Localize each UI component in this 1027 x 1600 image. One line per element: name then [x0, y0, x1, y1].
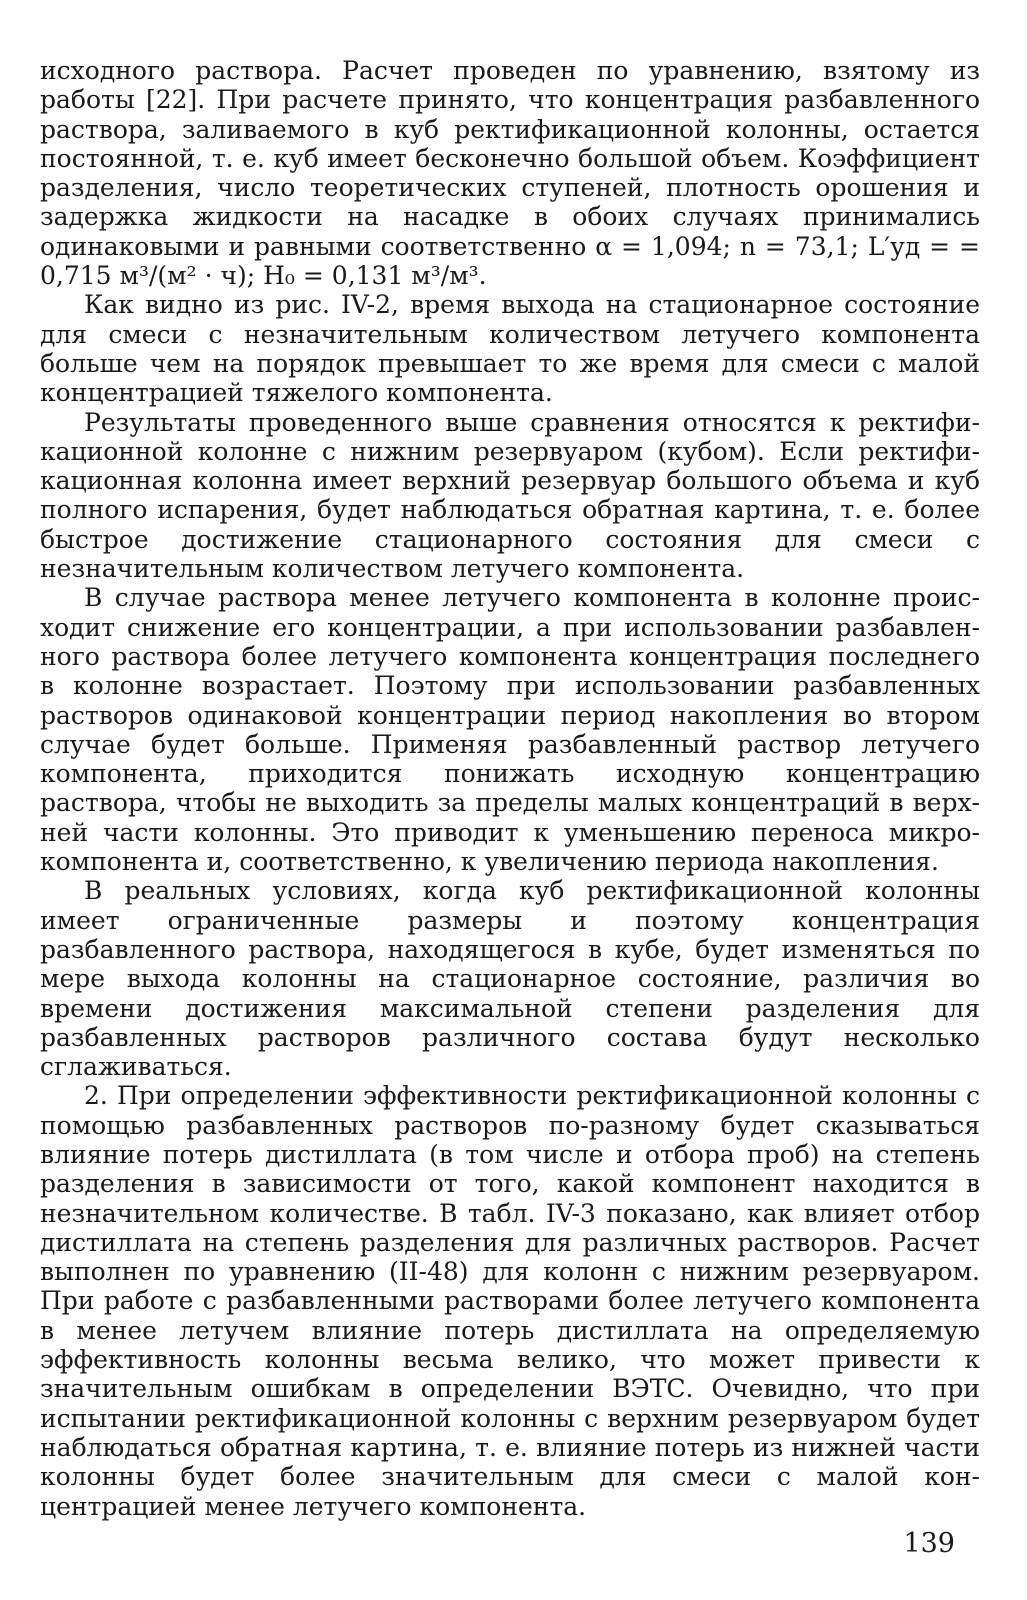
paragraph-efficiency-determination: 2. При определении эффективности ректификационной колонны с помощью разбавленных растворов по-разному будет сказываться влияние потерь дистиллата (в том числе и отбора проб) на степень разделения в зависимости от того, какой компонент находится в незначительном количестве. В табл. IV-3 показано, как влияет отбор дистиллата на степень разделения для различных растворов. Расчет выполнен по уравнению (II-48) для колонн с нижним резервуаром. При работе с разбавленными растворами более летучего компонента в менее летучем влияние потерь дистиллата на определяемую эффективность колонны весьма велико, что может привести к значительным ошибкам в определении ВЭТС. Очевидно, что при испытании ректификационной колонны с верхним резервуаром будет наблюдаться обратная картина, т. е. влияние потерь из нижней части колонны будет более значительным для смеси с малой концентрацией менее летучего компонента.: [40, 1081, 980, 1521]
paragraph-comparison-results: Результаты проведенного выше сравнения относятся к ректификационной колонне с нижним резервуаром (кубом). Если ректификационная колонна имеет верхний резервуар большого объема и куб полного испарения, будет наблюдаться обратная картина, т. е. более быстрое достижение стационарного состояния для смеси с незначительным количеством летучего компонента.: [40, 407, 980, 584]
page-body: [40, 56, 980, 1521]
paragraph-real-conditions: В реальных условиях, когда куб ректификационной колонны имеет ограниченные размеры и поэтому концентрация разбавленного раствора, находящегося в кубе, будет изменяться по мере выхода колонны на стационарное состояние, различия во времени достижения максимальной степени разделения для разбавленных растворов различного состава будут несколько сглаживаться.: [40, 876, 980, 1082]
paragraph-continuation: исходного раствора. Расчет проведен по уравнению, взятому из работы [22]. При расчете принято, что концентрация разбавленного раствора, заливаемого в куб ректификационной колонны, остается постоянной, т. е. куб имеет бесконечно большой объем. Коэффициент разделения, число теоретических ступеней, плотность орошения и задержка жидкости на насадке в обоих случаях принимались одинаковыми и равными соответственно α = 1,094; n = 73,1; L′уд = = 0,715 м³/(м² · ч); H₀ = 0,131 м³/м³.: [40, 56, 980, 291]
paragraph-figure-reference: Как видно из рис. IV-2, время выхода на стационарное состояние для смеси с незначительным количеством летучего компонента больше чем на порядок превышает то же время для смеси с малой концентрацией тяжелого компонента.: [40, 290, 980, 408]
paragraph-less-volatile-case: В случае раствора менее летучего компонента в колонне происходит снижение его концентрации, а при использовании разбавленного раствора более летучего компонента концентрация последнего в колонне возрастает. Поэтому при использовании разбавленных растворов одинаковой концентрации период накопления во втором случае будет больше. Применяя разбавленный раствор летучего компонента, приходится понижать исходную концентрацию раствора, чтобы не выходить за пределы малых концентраций в верхней части колонны. Это приводит к уменьшению переноса микрокомпонента и, соответственно, к увеличению периода накопления.: [40, 583, 980, 877]
page-number: 139: [903, 1528, 955, 1559]
